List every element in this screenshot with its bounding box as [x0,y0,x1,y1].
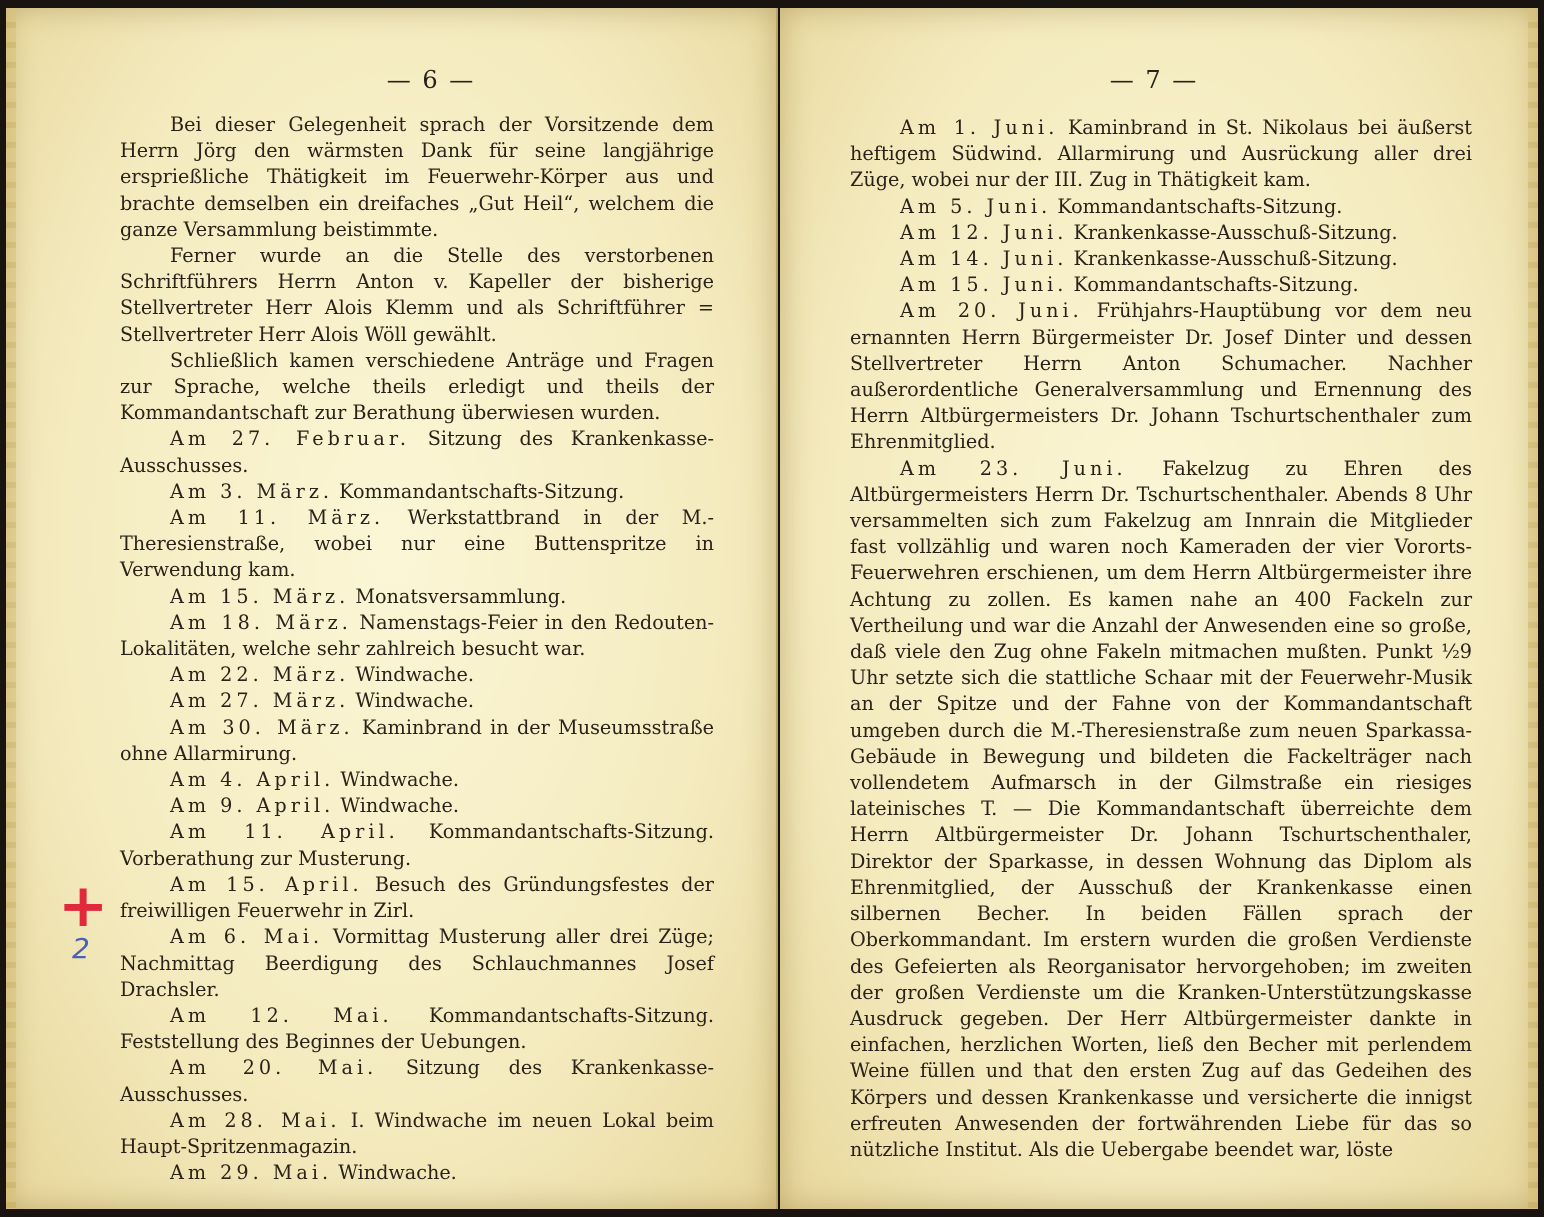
entry-text: Kaminbrand in St. Nikolaus bei äußerst heftigem Südwind. Allarmirung und Ausrückung aller drei Züge, wobei nur der III. Zug in Thätigkeit kam. [850,116,1472,192]
entry-text: Monatsversammlung. [355,584,567,608]
red-plus-annotation: + [58,871,109,941]
entry [850,115,1472,194]
entry-date: Am 20. Juni. [900,299,1083,323]
entry [850,194,1472,220]
page-number: — 7 — [1109,66,1199,94]
entry-date: Am 4. April. [170,768,335,792]
entry-date: Am 9. April. [170,794,335,818]
entry-text: Kommandantschafts-Sitzung. [1057,194,1343,218]
entry-date: Am 23. Juni. [900,456,1127,480]
entry-text: Sitzung des Krankenkasse-Ausschusses. [120,427,714,477]
page-edge [1528,8,1538,1209]
entry [120,662,714,688]
page-number: — 6 — [386,66,476,94]
entry [120,872,714,924]
entry-text: I. Windwache im neuen Lokal beim Haupt-Spritzenmagazin. [120,1108,714,1158]
entry-date: Am 15. März. [170,584,350,608]
entry [850,272,1472,298]
entry-text: Fakelzug zu Ehren des Altbürgermeisters Herrn Dr. Tschurtschenthaler. Abends 8 Uhr versammelten sich zum Fakelzug am Innrain die Mitglieder fast vollzählig und waren noch Kameraden der vier Vororts-Feuerwehren erschienen, um dem Herrn Altbürgermeister ihre Achtung zu zollen. Es kamen nahe an 400 Fackeln zur Vertheilung und war die Anzahl der Anwesenden eine so große, daß viele den Zug ohne Fakeln mitmachen mußten. Punkt ½9 Uhr setzte sich die stattliche Schaar mit der Feuerwehr-Musik an der Spitze und der Fahne von der Kommandantschaft umgeben durch die M.-Theresienstraße zum neuen Sparkassa-Gebäude in Bewegung und bildeten die Fackelträger nach vollendetem Aufmarsch in der Gilmstraße ein riesiges lateinisches T. — Die Kommandantschaft überreichte dem Herrn Altbürgermeister Dr. Johann Tschurtschenthaler, Direktor der Sparkasse, in dessen Wohnung das Diplom als Ehrenmitglied, der Ausschuß der Krankenkasse einen silbernen Becher. In beiden Fällen sprach der Oberkommandant. Im erstern wurden die großen Verdienste des Gefeierten als Reorganisator hervorgehoben; im zweiten der großen Verdienste um die Kranken-Unterstützungskasse Ausdruck gegeben. Der Herr Altbürgermeister dankte in einfachen, herzlichen Worten, ließ den Becher mit perlendem Weine füllen und that den ersten Zug auf das Gedeihen des Körpers und dessen Krankenkasse und versicherte die innigst erfreuten Anwesenden der fortwährenden Liebe für das so nützliche Institut. Als die Uebergabe beendet war, löste [850,456,1472,1161]
entry [120,1055,714,1107]
entry-date: Am 14. Juni. [900,247,1068,271]
right-page [780,8,1538,1209]
entry-text: Besuch des Gründungsfestes der freiwilligen Feuerwehr in Zirl. [120,872,714,923]
entry-date: Am 12. Juni. [900,220,1068,244]
blue-number-annotation: 2 [72,932,90,965]
entry-text: Krankenkasse-Ausschuß-Sitzung. [1073,247,1398,271]
entry-text: Windwache. [338,1161,457,1185]
left-page-text [120,112,714,1186]
entry-text: Kommandantschafts-Sitzung. [1073,273,1359,297]
entry [120,715,714,767]
entry-date: Am 27. März. [170,689,350,713]
entry-text: Windwache. [340,794,459,818]
entry-date: Am 11. März. [170,506,385,530]
entry-text: Kommandantschafts-Sitzung. [339,479,625,503]
entry [120,610,714,662]
right-page-text [850,115,1472,1163]
entry-text: Kommandantschafts-Sitzung. Feststellung des Beginnes der Uebungen. [120,1003,714,1054]
entry [850,220,1472,246]
entry-date: Am 15. Juni. [900,273,1068,297]
entry [120,505,714,584]
entry [120,479,714,505]
entry-date: Am 15. April. [170,872,363,896]
entry-date: Am 3. März. [170,479,334,503]
entry-text: Sitzung des Krankenkasse-Ausschusses. [120,1056,714,1106]
paragraph: Bei dieser Gelegenheit sprach der Vorsitzende dem Herrn Jörg den wärmsten Dank für seine langjährige ersprießliche Thätigkeit im Feuerwehr-Körper aus und brachte demselben ein dreifaches „Gut Heil“, welchem die ganze Versammlung beistimmte. [120,113,714,241]
entry-text: Kaminbrand in der Museumsstraße ohne Allarmirung. [120,715,715,765]
entry [850,456,1472,1163]
entry [120,924,714,1003]
entry [120,819,714,871]
entry [850,298,1472,455]
paragraph: Ferner wurde an die Stelle des verstorbenen Schriftführers Herrn Anton v. Kapeller der bisherige Stellvertreter Herr Alois Klemm und als Schriftführer = Stellvertreter Herr Alois Wöll gewählt. [120,244,714,346]
page-edge [6,8,16,1209]
entry-text: Namenstags-Feier in den Redouten-Lokalitäten, welche sehr zahlreich besucht war. [120,610,715,661]
entry-text: Werkstattbrand in der M.-Theresienstraße, wobei nur eine Buttenspritze in Verwendung kam. [120,506,714,582]
entry-date: Am 11. April. [170,820,399,844]
entry-date: Am 30. März. [170,715,354,739]
entry-text: Frühjahrs-Hauptübung vor dem neu ernannten Herrn Bürgermeister Dr. Josef Dinter und dessen Stellvertreter Herrn Anton Schumacher. Nachher außerordentliche Generalversammlung und Ernennung des Herrn Altbürgermeisters Dr. Johann Tschurtschenthaler zum Ehrenmitglied. [850,299,1472,454]
paragraph: Schließlich kamen verschiedene Anträge und Fragen zur Sprache, welche theils erledigt und theils der Kommandantschaft zur Berathung überwiesen wurden. [120,348,714,425]
entry-date: Am 27. Februar. [170,427,411,451]
entry [120,793,714,819]
entry [120,584,714,610]
entry-text: Windwache. [355,689,474,713]
entry-date: Am 20. Mai. [170,1056,378,1080]
entry [850,246,1472,272]
entry [120,1160,714,1186]
entry-text: Vormittag Musterung aller drei Züge; Nachmittag Beerdigung des Schlauchmannes Josef Drachsler. [120,925,714,1001]
entry [120,426,714,478]
entry-text: Kommandantschafts-Sitzung. Vorberathung zur Musterung. [120,820,714,870]
entry-date: Am 5. Juni. [900,194,1052,218]
left-page [6,8,778,1209]
entry [120,767,714,793]
entry-text: Krankenkasse-Ausschuß-Sitzung. [1073,220,1398,244]
entry-date: Am 12. Mai. [170,1003,393,1027]
entry [120,688,714,714]
entry-text: Windwache. [340,768,459,792]
entry [120,1003,714,1055]
entry [120,1108,714,1160]
entry-date: Am 1. Juni. [900,116,1059,139]
entry-date: Am 6. Mai. [170,925,324,949]
entry-date: Am 22. März. [170,663,350,687]
entry-date: Am 18. März. [170,610,352,634]
entry-date: Am 28. Mai. [170,1108,341,1132]
entry-text: Windwache. [355,663,474,687]
entry-date: Am 29. Mai. [170,1161,333,1185]
